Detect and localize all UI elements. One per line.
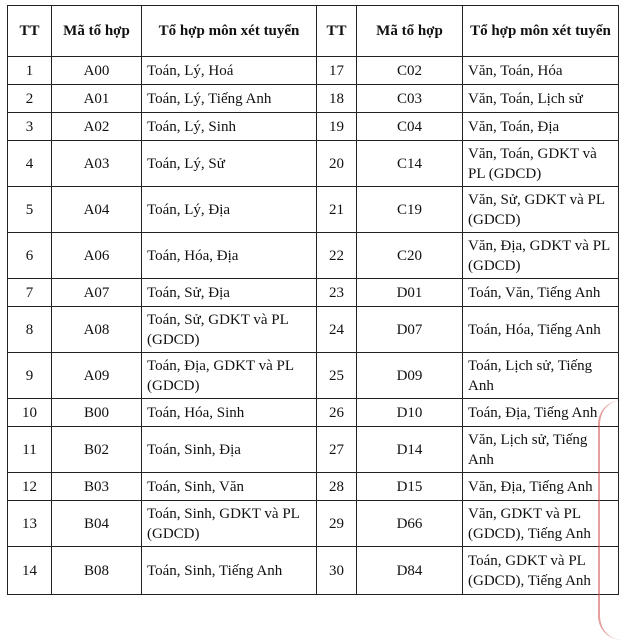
- cell-subjects: Văn, GDKT và PL (GDCD), Tiếng Anh: [463, 501, 619, 547]
- cell-tt: 24: [317, 307, 357, 353]
- cell-subjects: Toán, Sinh, Địa: [142, 427, 317, 473]
- cell-tt: 11: [8, 427, 52, 473]
- cell-code: D84: [357, 547, 463, 595]
- cell-subjects: Toán, Lý, Hoá: [142, 57, 317, 85]
- cell-subjects: Toán, Sinh, GDKT và PL (GDCD): [142, 501, 317, 547]
- cell-code: D66: [357, 501, 463, 547]
- cell-tt: 18: [317, 85, 357, 113]
- cell-subjects: Toán, Sử, Địa: [142, 279, 317, 307]
- cell-code: A00: [52, 57, 142, 85]
- cell-subjects: Toán, GDKT và PL (GDCD), Tiếng Anh: [463, 547, 619, 595]
- cell-code: D14: [357, 427, 463, 473]
- cell-tt: 27: [317, 427, 357, 473]
- cell-code: A08: [52, 307, 142, 353]
- cell-tt: 19: [317, 113, 357, 141]
- table-row: [8, 353, 619, 399]
- header-code-left: Mã tổ hợp: [52, 6, 142, 57]
- cell-tt: 5: [8, 187, 52, 233]
- cell-subjects: Văn, Sử, GDKT và PL (GDCD): [463, 187, 619, 233]
- cell-tt: 29: [317, 501, 357, 547]
- cell-subjects: Toán, Sử, GDKT và PL (GDCD): [142, 307, 317, 353]
- cell-tt: 26: [317, 399, 357, 427]
- subject-combination-table: [7, 5, 619, 595]
- table-row: [8, 547, 619, 595]
- cell-subjects: Toán, Văn, Tiếng Anh: [463, 279, 619, 307]
- table-row: [8, 113, 619, 141]
- cell-code: C14: [357, 141, 463, 187]
- cell-tt: 25: [317, 353, 357, 399]
- cell-tt: 13: [8, 501, 52, 547]
- cell-subjects: Toán, Địa, GDKT và PL (GDCD): [142, 353, 317, 399]
- table-row: [8, 233, 619, 279]
- table-row: [8, 85, 619, 113]
- cell-subjects: Văn, Địa, GDKT và PL (GDCD): [463, 233, 619, 279]
- table-row: [8, 427, 619, 473]
- cell-tt: 4: [8, 141, 52, 187]
- cell-code: B03: [52, 473, 142, 501]
- cell-subjects: Toán, Sinh, Văn: [142, 473, 317, 501]
- table-row: [8, 57, 619, 85]
- document-page: [7, 5, 618, 595]
- cell-subjects: Toán, Lịch sử, Tiếng Anh: [463, 353, 619, 399]
- cell-tt: 2: [8, 85, 52, 113]
- cell-code: A01: [52, 85, 142, 113]
- cell-subjects: Toán, Hóa, Sinh: [142, 399, 317, 427]
- cell-subjects: Toán, Lý, Sử: [142, 141, 317, 187]
- cell-subjects: Toán, Hóa, Tiếng Anh: [463, 307, 619, 353]
- cell-subjects: Văn, Toán, Lịch sử: [463, 85, 619, 113]
- cell-code: A09: [52, 353, 142, 399]
- header-subjects-left: Tổ hợp môn xét tuyển: [142, 6, 317, 57]
- cell-code: D07: [357, 307, 463, 353]
- cell-code: B04: [52, 501, 142, 547]
- cell-subjects: Văn, Toán, Hóa: [463, 57, 619, 85]
- table-row: [8, 279, 619, 307]
- cell-code: D10: [357, 399, 463, 427]
- cell-subjects: Toán, Lý, Địa: [142, 187, 317, 233]
- header-code-right: Mã tổ hợp: [357, 6, 463, 57]
- cell-code: A06: [52, 233, 142, 279]
- cell-tt: 6: [8, 233, 52, 279]
- table-body: [8, 57, 619, 595]
- cell-code: C04: [357, 113, 463, 141]
- cell-code: B00: [52, 399, 142, 427]
- cell-subjects: Toán, Lý, Sinh: [142, 113, 317, 141]
- cell-tt: 3: [8, 113, 52, 141]
- cell-code: D15: [357, 473, 463, 501]
- cell-tt: 12: [8, 473, 52, 501]
- table-row: [8, 473, 619, 501]
- table-row: [8, 501, 619, 547]
- cell-code: D09: [357, 353, 463, 399]
- cell-code: C19: [357, 187, 463, 233]
- cell-tt: 22: [317, 233, 357, 279]
- cell-code: A03: [52, 141, 142, 187]
- cell-tt: 10: [8, 399, 52, 427]
- cell-tt: 21: [317, 187, 357, 233]
- cell-code: D01: [357, 279, 463, 307]
- cell-code: B02: [52, 427, 142, 473]
- table-header-row: [8, 6, 619, 57]
- cell-subjects: Toán, Sinh, Tiếng Anh: [142, 547, 317, 595]
- cell-tt: 8: [8, 307, 52, 353]
- cell-tt: 23: [317, 279, 357, 307]
- cell-subjects: Toán, Hóa, Địa: [142, 233, 317, 279]
- cell-tt: 17: [317, 57, 357, 85]
- cell-code: B08: [52, 547, 142, 595]
- header-subjects-right: Tổ hợp môn xét tuyển: [463, 6, 619, 57]
- cell-tt: 1: [8, 57, 52, 85]
- cell-code: C20: [357, 233, 463, 279]
- cell-subjects: Văn, Địa, Tiếng Anh: [463, 473, 619, 501]
- header-tt-right: TT: [317, 6, 357, 57]
- table-row: [8, 399, 619, 427]
- cell-code: C02: [357, 57, 463, 85]
- table-row: [8, 187, 619, 233]
- cell-tt: 28: [317, 473, 357, 501]
- header-tt-left: TT: [8, 6, 52, 57]
- cell-tt: 9: [8, 353, 52, 399]
- cell-code: C03: [357, 85, 463, 113]
- cell-tt: 20: [317, 141, 357, 187]
- cell-code: A02: [52, 113, 142, 141]
- table-row: [8, 307, 619, 353]
- table-row: [8, 141, 619, 187]
- cell-code: A07: [52, 279, 142, 307]
- cell-subjects: Văn, Lịch sử, Tiếng Anh: [463, 427, 619, 473]
- cell-code: A04: [52, 187, 142, 233]
- cell-tt: 7: [8, 279, 52, 307]
- cell-tt: 14: [8, 547, 52, 595]
- cell-subjects: Toán, Địa, Tiếng Anh: [463, 399, 619, 427]
- cell-subjects: Văn, Toán, GDKT và PL (GDCD): [463, 141, 619, 187]
- cell-subjects: Văn, Toán, Địa: [463, 113, 619, 141]
- cell-subjects: Toán, Lý, Tiếng Anh: [142, 85, 317, 113]
- cell-tt: 30: [317, 547, 357, 595]
